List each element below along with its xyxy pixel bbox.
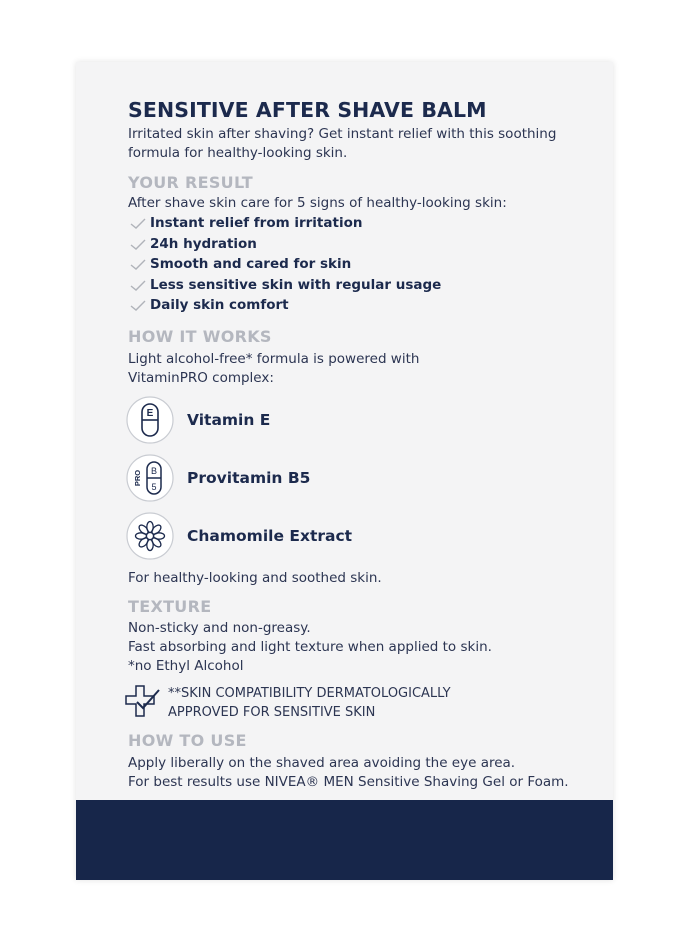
five-glyph: 5: [151, 481, 157, 492]
texture-line-3: *no Ethyl Alcohol: [128, 657, 244, 674]
checkmark-icon: [128, 237, 148, 251]
vitamin-e-capsule-icon: [125, 395, 175, 445]
vitamin-e-glyph: E: [146, 407, 154, 419]
result-item-label: Instant relief from irritation: [150, 215, 363, 231]
product-title: SENSITIVE AFTER SHAVE BALM: [128, 98, 487, 122]
how-it-works-heading: HOW IT WORKS: [128, 326, 272, 346]
product-back-panel: [76, 62, 613, 880]
how-to-use-heading: HOW TO USE: [128, 730, 247, 750]
usage-line-1: Apply liberally on the shaved area avoiding the eye area.: [128, 754, 516, 771]
ingredient-vitamin-e: [128, 391, 598, 449]
compatibility-line-2: APPROVED FOR SENSITIVE SKIN: [168, 704, 376, 720]
panel-content: [128, 98, 598, 792]
how-lead-line-2: VitaminPRO complex:: [128, 369, 274, 386]
usage-line-2: For best results use NIVEA® MEN Sensitive Shaving Gel or Foam.: [128, 773, 569, 790]
checkmark-icon: [128, 278, 148, 292]
how-closing: For healthy-looking and soothed skin.: [128, 569, 382, 586]
checkmark-icon: [128, 257, 148, 271]
result-item-label: Daily skin comfort: [150, 297, 289, 313]
result-item-label: Smooth and cared for skin: [150, 256, 352, 272]
b-glyph: B: [150, 465, 158, 476]
dermatology-cross-check-icon: [124, 684, 162, 720]
list-item: [128, 275, 598, 296]
pro-b5-icon: [125, 453, 175, 503]
texture-heading: TEXTURE: [128, 596, 212, 616]
result-list: [128, 213, 598, 316]
ingredient-label: Chamomile Extract: [187, 526, 353, 545]
intro-line-1: Irritated skin after shaving? Get instant relief with this soothing: [128, 126, 557, 142]
list-item: [128, 295, 598, 316]
navy-footer-band: [76, 800, 613, 880]
compatibility-line-1: **SKIN COMPATIBILITY DERMATOLOGICALLY: [168, 685, 451, 701]
texture-line-1: Non-sticky and non-greasy.: [128, 619, 311, 636]
ingredient-chamomile: [128, 507, 598, 565]
list-item: [128, 234, 598, 255]
ingredient-label: Vitamin E: [187, 410, 271, 429]
your-result-heading: YOUR RESULT: [128, 173, 254, 192]
list-item: [128, 213, 598, 234]
how-lead-line-1: Light alcohol-free* formula is powered with: [128, 350, 420, 367]
checkmark-icon: [128, 216, 148, 230]
result-item-label: Less sensitive skin with regular usage: [150, 276, 442, 293]
ingredient-label: Provitamin B5: [187, 468, 311, 487]
result-lead: After shave skin care for 5 signs of healthy-looking skin:: [128, 195, 507, 211]
chamomile-flower-icon: [125, 511, 175, 561]
ingredient-list: [128, 391, 598, 565]
result-item-label: 24h hydration: [150, 235, 257, 252]
intro-line-2: formula for healthy-looking skin.: [128, 145, 348, 161]
skin-compatibility-claim: [128, 684, 598, 722]
texture-line-2: Fast absorbing and light texture when applied to skin.: [128, 638, 492, 655]
list-item: [128, 254, 598, 275]
pro-glyph: PRO: [133, 469, 142, 486]
ingredient-provitamin-b5: [128, 449, 598, 507]
checkmark-icon: [128, 298, 148, 312]
compatibility-text: [168, 684, 451, 722]
